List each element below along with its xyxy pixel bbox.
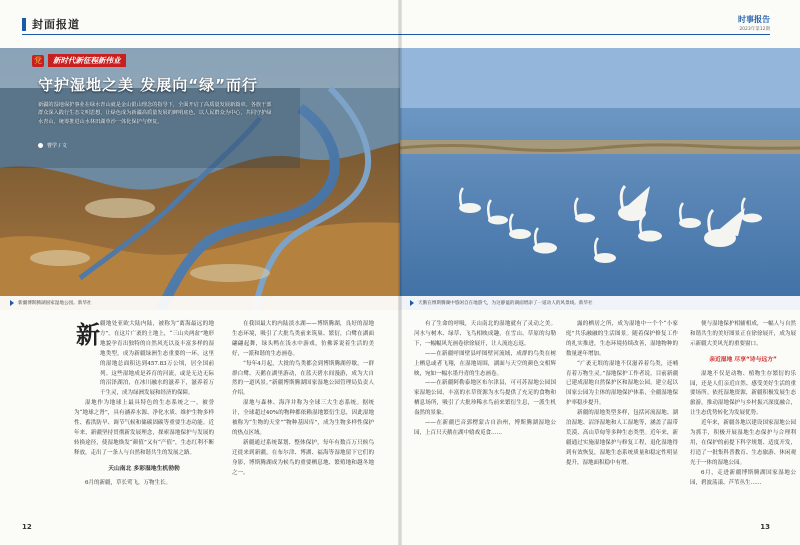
paragraph: 疆地处亚欧大陆内陆，被称为“离海最远的地方”。在这片广袤的土地上，“三山夹两盆”地形地貌孕育出独特的自然风光以及丰富多样的湿地类型，成为新疆绿洲生态重要的一环。这里的湿地总面积达到457.83万公顷，居全国前列。这些湿地成是养育的河流，或是无边无际的沼泽湖泊，在冰川融水的滋养下，滋养着万千生灵，成为绿洲发展和经济的保障。 xyxy=(100,321,214,397)
section-title: 封面报道 xyxy=(32,18,80,31)
paragraph: 在我国最大的内陆淡水湖——博斯腾湖，良好的湿地生态环境，吸引了大批鸟类前来筑巢、繁衍，白鹭在湖面翩翩起舞，绿头鸭在浅水中游戏，仿佛诉说着生活的美好，一派和谐的生态画卷。 xyxy=(232,321,374,357)
photo-caption xyxy=(0,296,400,310)
spine-gutter xyxy=(398,0,402,545)
paragraph: 便与湿地保护相辅相成，一幅人与自然和谐共生的美好图景正在徐徐展开，成为展示新疆大美风光的重要窗口。 xyxy=(690,321,796,347)
paragraph: 新疆通过系统谋划、整体保护，每年有数百万只候鸟迁徙来到新疆，在布尔津、博湖、福海等湿地留下它们的身影，博斯腾湖成为候鸟的重要栖息地、繁殖地和越冬地之一。 xyxy=(232,439,374,476)
column-1 xyxy=(74,320,214,515)
right-page xyxy=(400,0,800,545)
paragraph: 6月的新疆，草长莺飞，万物生长。 xyxy=(85,479,172,486)
issue-label: 2023年第12期 xyxy=(739,27,770,32)
caption-arrow-icon xyxy=(10,300,14,306)
subheading: 亲近湿地 尽享“诗与远方” xyxy=(709,356,777,363)
drop-cap: 新 xyxy=(76,320,100,349)
article-lede: 新疆的湿地保护事业在绿水青山就是金山银山理念的指导下，全面开启了高质量发展新篇章。各族干部群众深入践行生态文明思想，让绿色成为新疆高质量发展的鲜明底色，以人民群众为中心，共同守护绿水青山，统筹推进山水林田湖草沙一体化保护与修复。 xyxy=(38,102,272,125)
section-mark xyxy=(22,18,26,31)
swans-photo xyxy=(400,48,800,310)
column-4 xyxy=(566,320,678,515)
subheading: 天山南北 多彩湿地生机勃勃 xyxy=(108,465,180,472)
paragraph: 新疆的湿地类型多样，包括河流湿地、湖泊湿地、沼泽湿地和人工湿地等，涵盖了温带荒漠、高山草甸等多种生态类型。近年来，新疆通过实施湿地保护与修复工程，退化湿地得到有效恢复，湿地生态系统质量和稳定性明显提升，湿地面积稳中有增。 xyxy=(566,410,678,466)
paragraph: 露的栖居之所，成为湿地中一个个“小家庭”共乐融融的生活图景。随着保护修复工作的扎实推进，生态环境持续改善，湿地物种的数量逐年增加。 xyxy=(566,321,678,357)
paragraph: ——在新疆呼图壁县呼图壁河流域，成群的鸟类在树上栖息或者飞翔，在湿地周围，湖面与天空的颜色交相辉映，宛如一幅水墨丹青的生态画卷。 xyxy=(414,350,556,377)
paragraph: “每年4月起，大批的鸟类都会到博斯腾湖停歇，一群群白鹭、天鹅在湖里游动，在蓝天碧水间漫游，成为大自然的一道风景。”新疆博斯腾湖国家湿地公园管理局负责人介绍。 xyxy=(232,360,374,397)
magazine-name: 时事报告 xyxy=(738,15,770,24)
page-number-left: 12 xyxy=(22,523,32,531)
caption-arrow-icon xyxy=(410,300,414,306)
paragraph: 有了生命的呼吸，天山南北的湿地就有了灵动之美。河水与树木、绿草、飞鸟相映成趣，在雪山、草原的勾勒下，一幅幅风光画卷徐徐展开，让人流连忘返。 xyxy=(414,321,556,347)
paragraph: 湿地与森林、海洋并称为全球三大生态系统。据统计，全球超过40%的物种都依赖湿地繁衍生息，因此湿地被称为“生物的天堂”“物种基因库”，成为生物多样性保护的热点区域。 xyxy=(232,400,374,436)
caption-text: 新疆博斯腾湖国家湿地公园。新华社 xyxy=(18,301,92,306)
header-rule xyxy=(400,34,770,35)
column-5 xyxy=(690,320,796,515)
paragraph: 近年来，新疆各地以建设国家湿地公园为抓手，积极开展湿地生态保护与合理利用，在保护的前提下科学规划、适度开发，打造了一批集科普教育、生态旅游、休闲观光于一体的湿地公园。 xyxy=(690,420,796,466)
column-2 xyxy=(232,320,374,515)
paragraph: 6月，走进新疆博斯腾湖国家湿地公园，碧波荡漾、芦苇丛生…… xyxy=(690,469,796,486)
swans-illustration xyxy=(400,48,800,310)
header-rule xyxy=(22,34,400,35)
author-name: 曹学 / 文 xyxy=(47,143,67,149)
caption-text: 天鹅在博斯腾湖中悠闲自在地游弋，为这静谧的湖面增添了一道动人的风景线。新华社 xyxy=(418,301,593,306)
party-emblem-icon: 党 xyxy=(34,55,42,65)
author-dot-icon xyxy=(38,143,43,148)
paragraph: “广袤无垠的湿地不仅滋养着鸟类，还哺育着万物生灵。”湿地保护工作者说，目前新疆已建成湿地自然保护区和湿地公园，建立起以国家公园为主体的湿地保护体系，全疆湿地保护率稳步提升。 xyxy=(566,360,678,407)
section-tag xyxy=(22,16,80,32)
photo-caption xyxy=(400,296,800,310)
paragraph: ——在新疆巴音郭楞蒙古自治州，博斯腾湖湿地公园，上百只天鹅在湖中嬉戏觅食…… xyxy=(414,420,556,436)
magazine-logo xyxy=(738,14,770,32)
article-title: 守护湿地之美 发展向“绿”而行 xyxy=(38,76,258,94)
paragraph: 湿地不仅是动物、植物生存繁衍的乐园，还是人们亲近自然、感受美好生活的重要场所。依托湿地资源，新疆积极发展生态旅游，推动湿地保护与乡村振兴深度融合，让生态优势转化为发展优势。 xyxy=(690,370,796,417)
byline xyxy=(38,142,67,149)
paragraph: ——在新疆阿勒泰地区布尔津县，可可苏湿地公园国家湿地公园，丰富的水草资源为水鸟提供了充足的食物和栖息场所，吸引了大批珍稀水鸟前来繁衍生息，一派生机盎然的景象。 xyxy=(414,380,556,417)
paragraph: 湿地作为地球上最具特色的生态系统之一，被誉为“地球之肾”，具有涵养水源、净化水质、维护生物多样性、蓄洪防旱、调节气候和储碳固碳等重要生态功能。近年来，新疆坚持贯彻新发展理念，探索湿地保护与发展的转换途径，使湿地焕发“颜值”又有“产值”，生态红利不断释放，走出了一条人与自然和谐共生的发展之路。 xyxy=(74,400,214,456)
topic-label: 新时代新征程新伟业 xyxy=(48,54,126,67)
page-number-right: 13 xyxy=(760,523,770,531)
topic-badge xyxy=(32,54,126,67)
column-3 xyxy=(414,320,556,515)
